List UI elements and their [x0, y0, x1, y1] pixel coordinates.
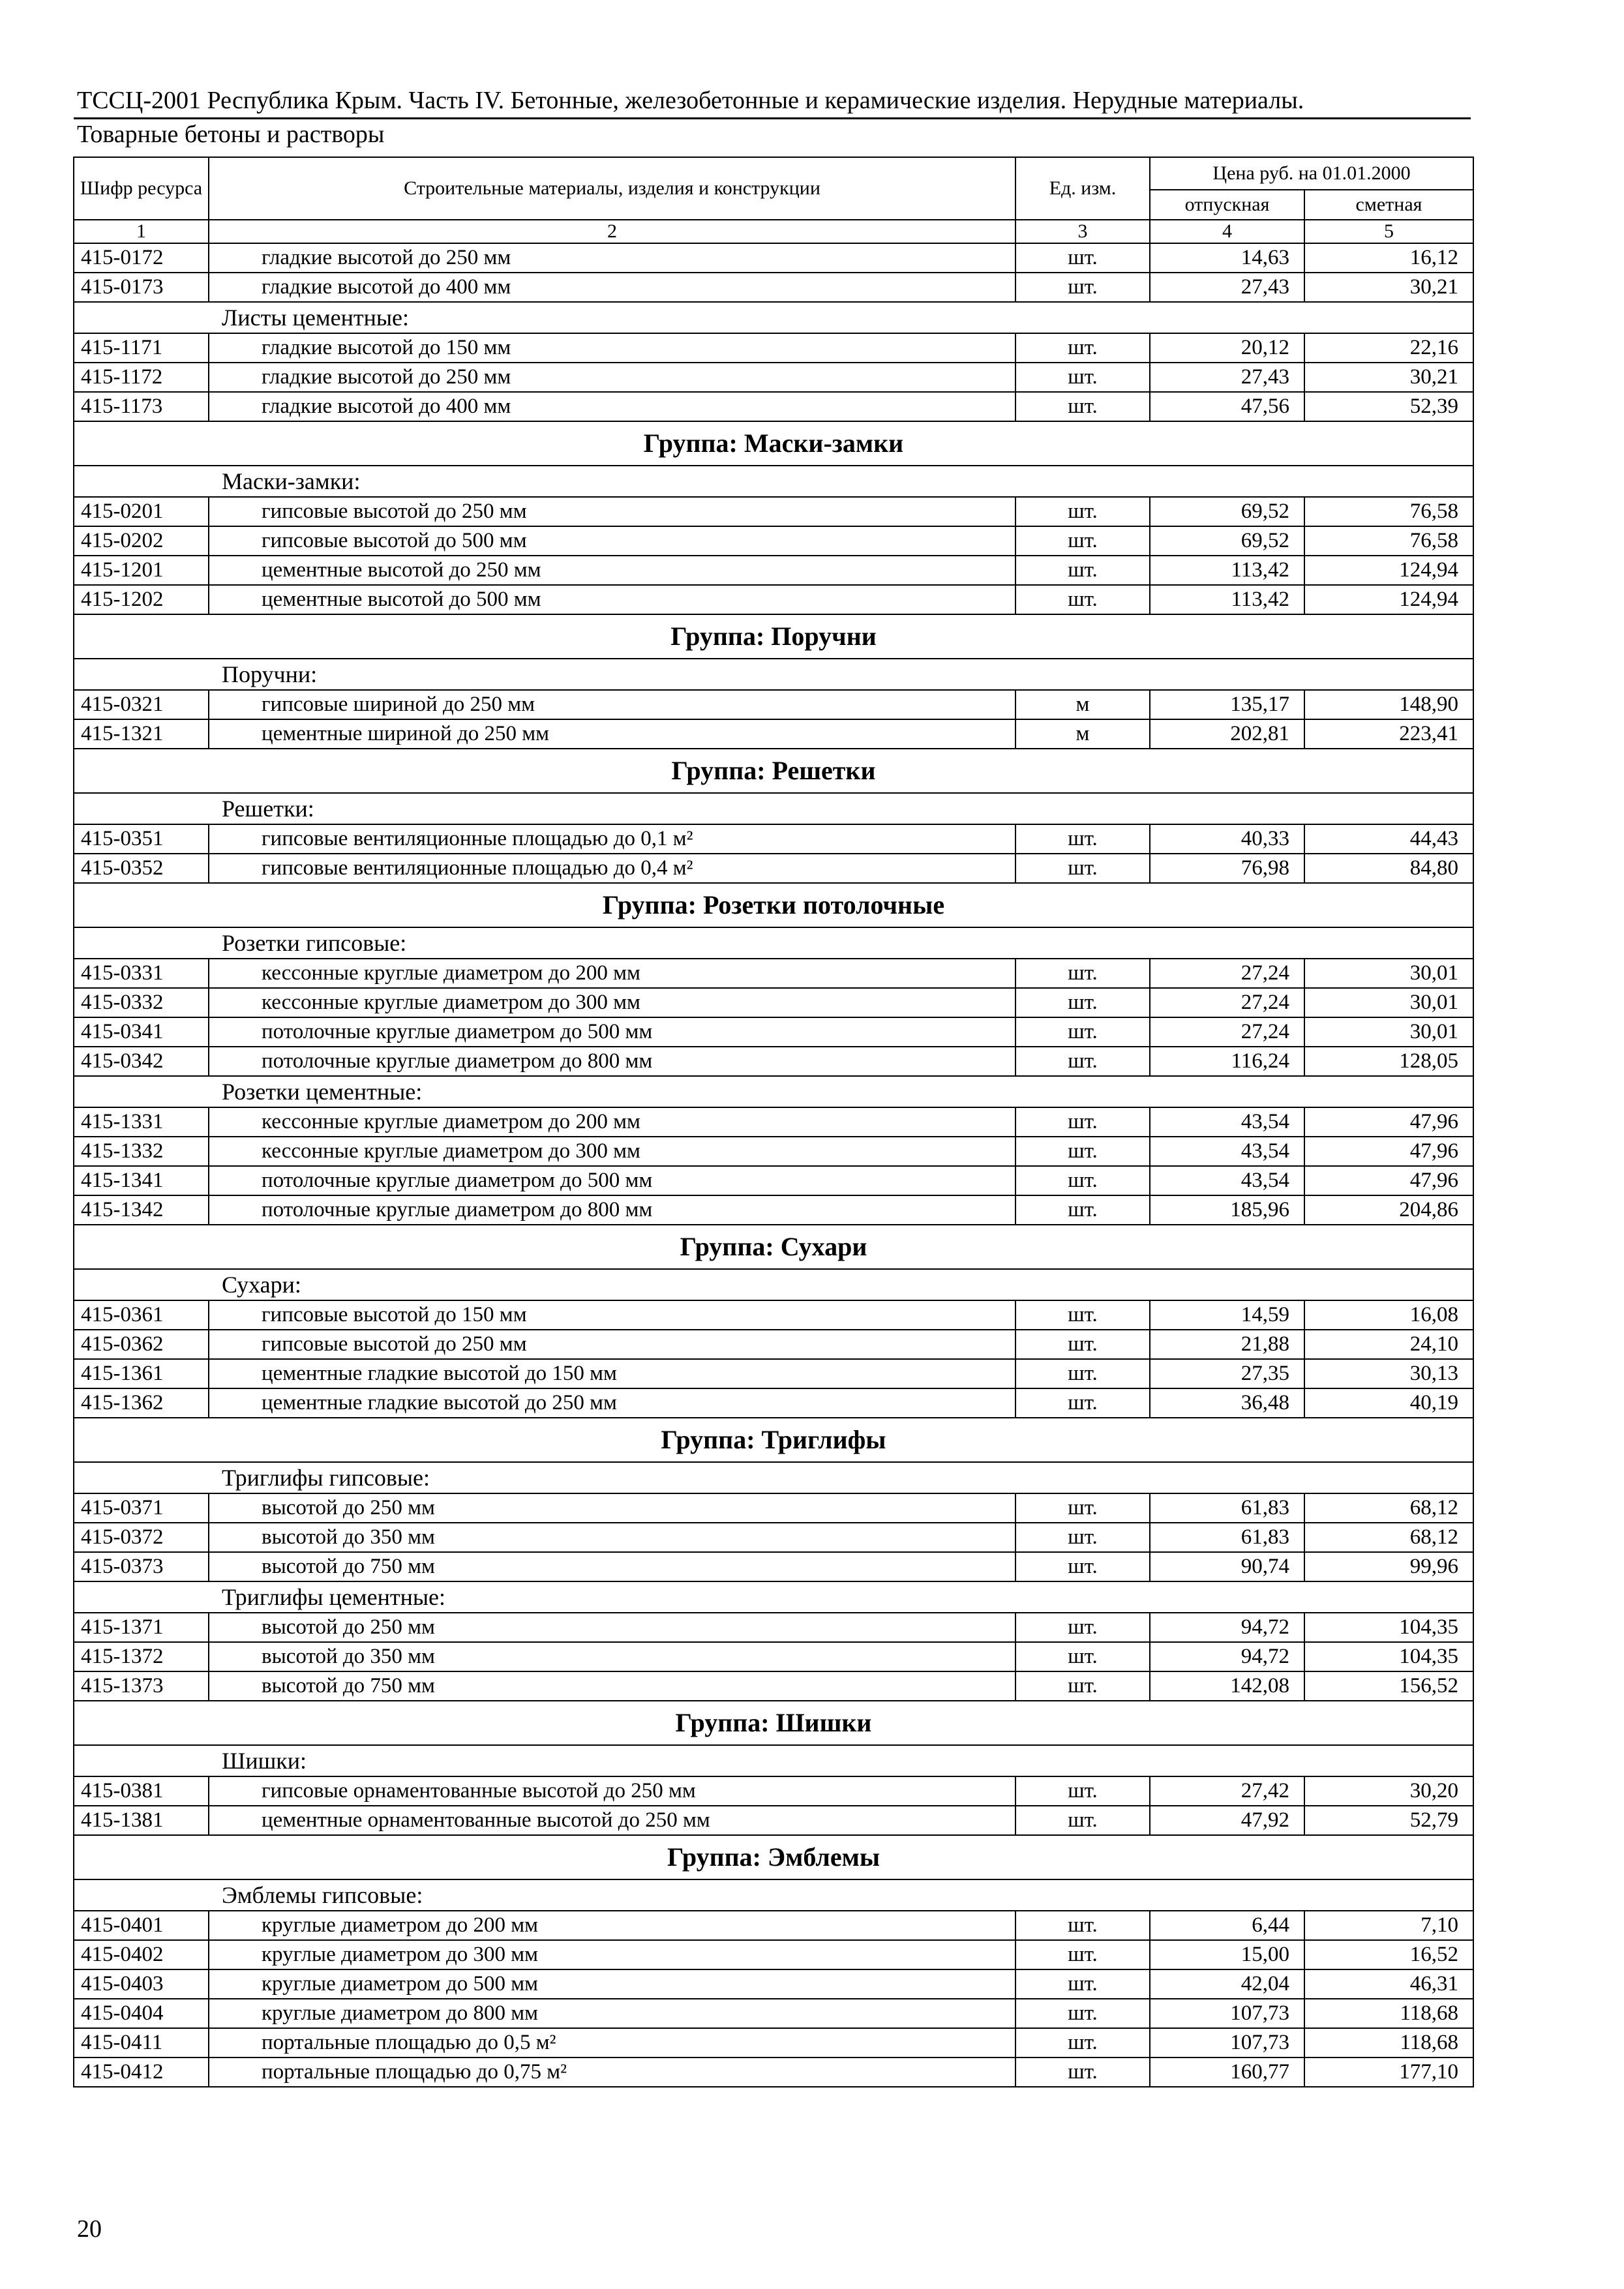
group-row [74, 1418, 1473, 1462]
col-header-estimate-price: сметная [1304, 190, 1473, 220]
material-name: высотой до 750 мм [209, 1671, 1015, 1701]
release-price: 27,43 [1150, 273, 1304, 302]
group-heading: Группа: Поручни [74, 614, 1473, 659]
unit-of-measure: шт. [1015, 824, 1150, 854]
release-price: 202,81 [1150, 719, 1304, 749]
unit-of-measure: м [1015, 719, 1150, 749]
material-name: высотой до 250 мм [209, 1493, 1015, 1523]
resource-code: 415-0362 [74, 1330, 209, 1359]
table-row [74, 392, 1473, 421]
price-table-container [73, 157, 1473, 2087]
release-price: 107,73 [1150, 2028, 1304, 2057]
estimate-price: 47,96 [1304, 1166, 1473, 1195]
release-price: 6,44 [1150, 1911, 1304, 1940]
group-heading: Группа: Шишки [74, 1701, 1473, 1745]
subgroup-heading: Сухари: [74, 1269, 1473, 1300]
estimate-price: 76,58 [1304, 526, 1473, 556]
release-price: 21,88 [1150, 1330, 1304, 1359]
release-price: 27,35 [1150, 1359, 1304, 1388]
estimate-price: 76,58 [1304, 497, 1473, 526]
material-name: гипсовые высотой до 250 мм [209, 497, 1015, 526]
subgroup-row [74, 466, 1473, 497]
release-price: 107,73 [1150, 1999, 1304, 2028]
table-row [74, 1940, 1473, 1969]
subgroup-row [74, 659, 1473, 690]
resource-code: 415-1371 [74, 1613, 209, 1642]
estimate-price: 30,20 [1304, 1776, 1473, 1806]
unit-of-measure: шт. [1015, 1969, 1150, 1999]
subgroup-heading: Шишки: [74, 1745, 1473, 1776]
material-name: гипсовые орнаментованные высотой до 250 мм [209, 1776, 1015, 1806]
table-row [74, 1642, 1473, 1671]
table-row [74, 497, 1473, 526]
subgroup-row [74, 927, 1473, 959]
resource-code: 415-0321 [74, 690, 209, 719]
material-name: гипсовые шириной до 250 мм [209, 690, 1015, 719]
estimate-price: 124,94 [1304, 556, 1473, 585]
col-header-unit: Ед. изм. [1015, 157, 1150, 220]
estimate-price: 30,01 [1304, 1017, 1473, 1047]
estimate-price: 52,79 [1304, 1806, 1473, 1835]
release-price: 40,33 [1150, 824, 1304, 854]
table-row [74, 2057, 1473, 2087]
subgroup-heading: Розетки гипсовые: [74, 927, 1473, 959]
material-name: круглые диаметром до 800 мм [209, 1999, 1015, 2028]
table-row [74, 959, 1473, 988]
col-number: 4 [1150, 220, 1304, 243]
table-row [74, 1195, 1473, 1225]
material-name: потолочные круглые диаметром до 500 мм [209, 1017, 1015, 1047]
estimate-price: 24,10 [1304, 1330, 1473, 1359]
release-price: 135,17 [1150, 690, 1304, 719]
resource-code: 415-0373 [74, 1552, 209, 1581]
group-row [74, 883, 1473, 927]
estimate-price: 84,80 [1304, 854, 1473, 883]
unit-of-measure: м [1015, 690, 1150, 719]
estimate-price: 47,96 [1304, 1137, 1473, 1166]
material-name: гипсовые высотой до 500 мм [209, 526, 1015, 556]
material-name: гладкие высотой до 400 мм [209, 273, 1015, 302]
unit-of-measure: шт. [1015, 243, 1150, 273]
unit-of-measure: шт. [1015, 526, 1150, 556]
material-name: круглые диаметром до 500 мм [209, 1969, 1015, 1999]
release-price: 47,92 [1150, 1806, 1304, 1835]
document-header-subtitle: Товарные бетоны и растворы [77, 121, 385, 148]
estimate-price: 148,90 [1304, 690, 1473, 719]
resource-code: 415-1171 [74, 333, 209, 363]
release-price: 20,12 [1150, 333, 1304, 363]
unit-of-measure: шт. [1015, 273, 1150, 302]
release-price: 61,83 [1150, 1493, 1304, 1523]
subgroup-row [74, 1462, 1473, 1493]
subgroup-heading: Розетки цементные: [74, 1076, 1473, 1107]
estimate-price: 16,08 [1304, 1300, 1473, 1330]
unit-of-measure: шт. [1015, 363, 1150, 392]
release-price: 116,24 [1150, 1047, 1304, 1076]
table-row [74, 1017, 1473, 1047]
release-price: 185,96 [1150, 1195, 1304, 1225]
group-heading: Группа: Маски-замки [74, 421, 1473, 466]
resource-code: 415-1373 [74, 1671, 209, 1701]
release-price: 76,98 [1150, 854, 1304, 883]
resource-code: 415-0411 [74, 2028, 209, 2057]
estimate-price: 46,31 [1304, 1969, 1473, 1999]
release-price: 142,08 [1150, 1671, 1304, 1701]
unit-of-measure: шт. [1015, 2057, 1150, 2087]
estimate-price: 30,21 [1304, 363, 1473, 392]
header-rule [74, 117, 1471, 119]
table-row [74, 1552, 1473, 1581]
material-name: цементные шириной до 250 мм [209, 719, 1015, 749]
estimate-price: 16,12 [1304, 243, 1473, 273]
material-name: цементные гладкие высотой до 150 мм [209, 1359, 1015, 1388]
resource-code: 415-0381 [74, 1776, 209, 1806]
subgroup-heading: Поручни: [74, 659, 1473, 690]
material-name: цементные гладкие высотой до 250 мм [209, 1388, 1015, 1418]
release-price: 36,48 [1150, 1388, 1304, 1418]
unit-of-measure: шт. [1015, 1523, 1150, 1552]
estimate-price: 68,12 [1304, 1523, 1473, 1552]
unit-of-measure: шт. [1015, 988, 1150, 1017]
table-row [74, 1911, 1473, 1940]
release-price: 43,54 [1150, 1166, 1304, 1195]
table-row [74, 988, 1473, 1017]
resource-code: 415-1201 [74, 556, 209, 585]
resource-code: 415-1332 [74, 1137, 209, 1166]
subgroup-row [74, 1879, 1473, 1911]
estimate-price: 30,01 [1304, 959, 1473, 988]
table-row [74, 556, 1473, 585]
release-price: 43,54 [1150, 1107, 1304, 1137]
group-row [74, 749, 1473, 793]
subgroup-row [74, 1076, 1473, 1107]
subgroup-heading: Триглифы гипсовые: [74, 1462, 1473, 1493]
material-name: высотой до 750 мм [209, 1552, 1015, 1581]
estimate-price: 104,35 [1304, 1642, 1473, 1671]
resource-code: 415-1341 [74, 1166, 209, 1195]
release-price: 27,42 [1150, 1776, 1304, 1806]
release-price: 113,42 [1150, 556, 1304, 585]
estimate-price: 22,16 [1304, 333, 1473, 363]
release-price: 61,83 [1150, 1523, 1304, 1552]
group-heading: Группа: Сухари [74, 1225, 1473, 1269]
table-row [74, 1671, 1473, 1701]
material-name: гладкие высотой до 250 мм [209, 363, 1015, 392]
resource-code: 415-0173 [74, 273, 209, 302]
release-price: 27,24 [1150, 1017, 1304, 1047]
resource-code: 415-0172 [74, 243, 209, 273]
table-row [74, 1523, 1473, 1552]
subgroup-heading: Эмблемы гипсовые: [74, 1879, 1473, 1911]
unit-of-measure: шт. [1015, 1047, 1150, 1076]
estimate-price: 30,21 [1304, 273, 1473, 302]
unit-of-measure: шт. [1015, 556, 1150, 585]
estimate-price: 177,10 [1304, 2057, 1473, 2087]
resource-code: 415-0342 [74, 1047, 209, 1076]
release-price: 15,00 [1150, 1940, 1304, 1969]
group-heading: Группа: Розетки потолочные [74, 883, 1473, 927]
col-number: 1 [74, 220, 209, 243]
resource-code: 415-0201 [74, 497, 209, 526]
resource-code: 415-0341 [74, 1017, 209, 1047]
resource-code: 415-0404 [74, 1999, 209, 2028]
unit-of-measure: шт. [1015, 1671, 1150, 1701]
release-price: 14,63 [1150, 243, 1304, 273]
table-row [74, 526, 1473, 556]
material-name: высотой до 350 мм [209, 1642, 1015, 1671]
material-name: гладкие высотой до 250 мм [209, 243, 1015, 273]
unit-of-measure: шт. [1015, 1359, 1150, 1388]
material-name: гладкие высотой до 150 мм [209, 333, 1015, 363]
resource-code: 415-1202 [74, 585, 209, 614]
unit-of-measure: шт. [1015, 1613, 1150, 1642]
subgroup-row [74, 1581, 1473, 1613]
page-number: 20 [77, 2215, 102, 2243]
resource-code: 415-1372 [74, 1642, 209, 1671]
estimate-price: 30,13 [1304, 1359, 1473, 1388]
subgroup-heading: Листы цементные: [74, 302, 1473, 333]
unit-of-measure: шт. [1015, 959, 1150, 988]
group-row [74, 421, 1473, 466]
material-name: круглые диаметром до 200 мм [209, 1911, 1015, 1940]
table-row [74, 1330, 1473, 1359]
estimate-price: 204,86 [1304, 1195, 1473, 1225]
release-price: 90,74 [1150, 1552, 1304, 1581]
subgroup-row [74, 1745, 1473, 1776]
resource-code: 415-1173 [74, 392, 209, 421]
col-header-code: Шифр ресурса [74, 157, 209, 220]
material-name: гипсовые высотой до 250 мм [209, 1330, 1015, 1359]
table-row [74, 1166, 1473, 1195]
subgroup-heading: Триглифы цементные: [74, 1581, 1473, 1613]
resource-code: 415-1342 [74, 1195, 209, 1225]
estimate-price: 44,43 [1304, 824, 1473, 854]
material-name: потолочные круглые диаметром до 800 мм [209, 1047, 1015, 1076]
estimate-price: 47,96 [1304, 1107, 1473, 1137]
resource-code: 415-0361 [74, 1300, 209, 1330]
release-price: 27,24 [1150, 959, 1304, 988]
estimate-price: 118,68 [1304, 1999, 1473, 2028]
unit-of-measure: шт. [1015, 1911, 1150, 1940]
unit-of-measure: шт. [1015, 1166, 1150, 1195]
estimate-price: 68,12 [1304, 1493, 1473, 1523]
estimate-price: 156,52 [1304, 1671, 1473, 1701]
table-row [74, 273, 1473, 302]
release-price: 27,24 [1150, 988, 1304, 1017]
unit-of-measure: шт. [1015, 497, 1150, 526]
table-row [74, 1137, 1473, 1166]
resource-code: 415-1321 [74, 719, 209, 749]
resource-code: 415-1381 [74, 1806, 209, 1835]
table-row [74, 585, 1473, 614]
resource-code: 415-0351 [74, 824, 209, 854]
resource-code: 415-1362 [74, 1388, 209, 1418]
table-row [74, 1969, 1473, 1999]
estimate-price: 7,10 [1304, 1911, 1473, 1940]
table-row [74, 1107, 1473, 1137]
release-price: 69,52 [1150, 497, 1304, 526]
group-heading: Группа: Триглифы [74, 1418, 1473, 1462]
unit-of-measure: шт. [1015, 1300, 1150, 1330]
unit-of-measure: шт. [1015, 1776, 1150, 1806]
material-name: кессонные круглые диаметром до 200 мм [209, 959, 1015, 988]
estimate-price: 118,68 [1304, 2028, 1473, 2057]
unit-of-measure: шт. [1015, 1107, 1150, 1137]
unit-of-measure: шт. [1015, 1195, 1150, 1225]
unit-of-measure: шт. [1015, 1017, 1150, 1047]
unit-of-measure: шт. [1015, 2028, 1150, 2057]
table-row [74, 1806, 1473, 1835]
resource-code: 415-0401 [74, 1911, 209, 1940]
resource-code: 415-0402 [74, 1940, 209, 1969]
material-name: потолочные круглые диаметром до 800 мм [209, 1195, 1015, 1225]
price-table-head [74, 157, 1473, 243]
col-header-release-price: отпускная [1150, 190, 1304, 220]
material-name: портальные площадью до 0,5 м² [209, 2028, 1015, 2057]
estimate-price: 16,52 [1304, 1940, 1473, 1969]
estimate-price: 104,35 [1304, 1613, 1473, 1642]
resource-code: 415-0331 [74, 959, 209, 988]
resource-code: 415-0352 [74, 854, 209, 883]
col-header-name: Строительные материалы, изделия и конструкции [209, 157, 1015, 220]
table-row [74, 1300, 1473, 1330]
table-row [74, 854, 1473, 883]
material-name: цементные высотой до 500 мм [209, 585, 1015, 614]
subgroup-heading: Маски-замки: [74, 466, 1473, 497]
unit-of-measure: шт. [1015, 1137, 1150, 1166]
table-row [74, 1493, 1473, 1523]
material-name: кессонные круглые диаметром до 300 мм [209, 988, 1015, 1017]
resource-code: 415-1331 [74, 1107, 209, 1137]
unit-of-measure: шт. [1015, 585, 1150, 614]
material-name: портальные площадью до 0,75 м² [209, 2057, 1015, 2087]
table-row [74, 1776, 1473, 1806]
table-row [74, 1613, 1473, 1642]
unit-of-measure: шт. [1015, 1806, 1150, 1835]
estimate-price: 99,96 [1304, 1552, 1473, 1581]
table-row [74, 363, 1473, 392]
material-name: гипсовые вентиляционные площадью до 0,4 м² [209, 854, 1015, 883]
col-number: 3 [1015, 220, 1150, 243]
unit-of-measure: шт. [1015, 1388, 1150, 1418]
release-price: 42,04 [1150, 1969, 1304, 1999]
resource-code: 415-0412 [74, 2057, 209, 2087]
table-row [74, 824, 1473, 854]
unit-of-measure: шт. [1015, 1999, 1150, 2028]
group-row [74, 1835, 1473, 1879]
table-row [74, 333, 1473, 363]
col-number: 5 [1304, 220, 1473, 243]
unit-of-measure: шт. [1015, 1330, 1150, 1359]
group-heading: Группа: Решетки [74, 749, 1473, 793]
material-name: круглые диаметром до 300 мм [209, 1940, 1015, 1969]
material-name: потолочные круглые диаметром до 500 мм [209, 1166, 1015, 1195]
table-row [74, 2028, 1473, 2057]
unit-of-measure: шт. [1015, 1642, 1150, 1671]
release-price: 43,54 [1150, 1137, 1304, 1166]
estimate-price: 223,41 [1304, 719, 1473, 749]
subgroup-row [74, 1269, 1473, 1300]
resource-code: 415-0403 [74, 1969, 209, 1999]
group-row [74, 1225, 1473, 1269]
unit-of-measure: шт. [1015, 1493, 1150, 1523]
material-name: высотой до 250 мм [209, 1613, 1015, 1642]
unit-of-measure: шт. [1015, 392, 1150, 421]
document-header-title: ТССЦ-2001 Республика Крым. Часть IV. Бетонные, железобетонные и керамические изделия. Нерудные материалы. [77, 87, 1304, 114]
table-row [74, 243, 1473, 273]
material-name: высотой до 350 мм [209, 1523, 1015, 1552]
price-table [73, 157, 1474, 2087]
group-row [74, 614, 1473, 659]
estimate-price: 128,05 [1304, 1047, 1473, 1076]
subgroup-row [74, 793, 1473, 824]
table-row [74, 1359, 1473, 1388]
resource-code: 415-1361 [74, 1359, 209, 1388]
estimate-price: 52,39 [1304, 392, 1473, 421]
col-number: 2 [209, 220, 1015, 243]
price-table-body [74, 243, 1473, 2087]
resource-code: 415-1172 [74, 363, 209, 392]
material-name: кессонные круглые диаметром до 200 мм [209, 1107, 1015, 1137]
release-price: 94,72 [1150, 1613, 1304, 1642]
resource-code: 415-0202 [74, 526, 209, 556]
material-name: гипсовые высотой до 150 мм [209, 1300, 1015, 1330]
table-row [74, 690, 1473, 719]
table-row [74, 1999, 1473, 2028]
release-price: 113,42 [1150, 585, 1304, 614]
material-name: цементные высотой до 250 мм [209, 556, 1015, 585]
estimate-price: 40,19 [1304, 1388, 1473, 1418]
unit-of-measure: шт. [1015, 1552, 1150, 1581]
release-price: 14,59 [1150, 1300, 1304, 1330]
release-price: 160,77 [1150, 2057, 1304, 2087]
release-price: 94,72 [1150, 1642, 1304, 1671]
release-price: 47,56 [1150, 392, 1304, 421]
subgroup-row [74, 302, 1473, 333]
unit-of-measure: шт. [1015, 854, 1150, 883]
unit-of-measure: шт. [1015, 333, 1150, 363]
resource-code: 415-0371 [74, 1493, 209, 1523]
table-row [74, 719, 1473, 749]
release-price: 69,52 [1150, 526, 1304, 556]
material-name: цементные орнаментованные высотой до 250 мм [209, 1806, 1015, 1835]
resource-code: 415-0332 [74, 988, 209, 1017]
material-name: гладкие высотой до 400 мм [209, 392, 1015, 421]
table-row [74, 1047, 1473, 1076]
resource-code: 415-0372 [74, 1523, 209, 1552]
table-row [74, 1388, 1473, 1418]
estimate-price: 30,01 [1304, 988, 1473, 1017]
col-header-price: Цена руб. на 01.01.2000 [1150, 157, 1473, 190]
group-row [74, 1701, 1473, 1745]
material-name: гипсовые вентиляционные площадью до 0,1 м² [209, 824, 1015, 854]
estimate-price: 124,94 [1304, 585, 1473, 614]
subgroup-heading: Решетки: [74, 793, 1473, 824]
release-price: 27,43 [1150, 363, 1304, 392]
unit-of-measure: шт. [1015, 1940, 1150, 1969]
material-name: кессонные круглые диаметром до 300 мм [209, 1137, 1015, 1166]
group-heading: Группа: Эмблемы [74, 1835, 1473, 1879]
